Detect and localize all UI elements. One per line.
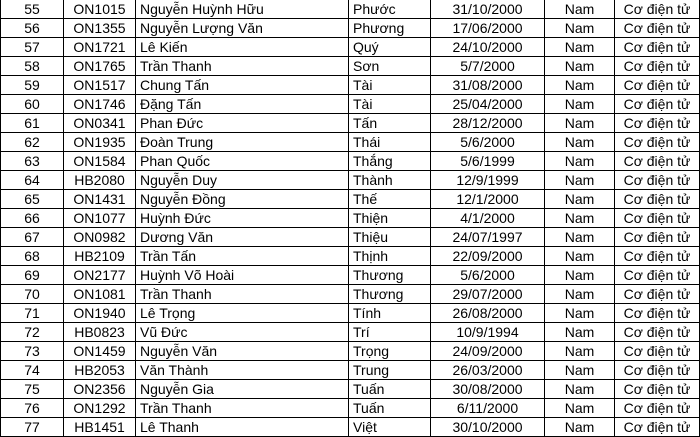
birth-date-cell: 5/7/2000	[431, 57, 545, 76]
surname-middle-cell: Trần Thanh	[136, 285, 349, 304]
gender-cell: Nam	[545, 361, 615, 380]
student-id-cell: HB1451	[64, 418, 136, 437]
birth-date-cell: 5/6/2000	[431, 133, 545, 152]
birth-date-cell: 31/10/2000	[431, 0, 545, 19]
surname-middle-cell: Phan Đức	[136, 114, 349, 133]
major-cell: Cơ điện tử	[615, 418, 700, 437]
gender-cell: Nam	[545, 418, 615, 437]
surname-middle-cell: Trần Tấn	[136, 247, 349, 266]
student-id-cell: ON0982	[64, 228, 136, 247]
surname-middle-cell: Huỳnh Võ Hoài	[136, 266, 349, 285]
surname-middle-cell: Đặng Tấn	[136, 95, 349, 114]
birth-date-cell: 28/12/2000	[431, 114, 545, 133]
birth-date-cell: 6/11/2000	[431, 399, 545, 418]
row-number-cell: 69	[1, 266, 64, 285]
given-name-cell: Tài	[349, 95, 431, 114]
given-name-cell: Sơn	[349, 57, 431, 76]
gender-cell: Nam	[545, 190, 615, 209]
table-row	[1, 418, 700, 437]
table-row	[1, 114, 700, 133]
table-row	[1, 247, 700, 266]
student-id-cell: HB2109	[64, 247, 136, 266]
major-cell: Cơ điện tử	[615, 380, 700, 399]
surname-middle-cell: Đoàn Trung	[136, 133, 349, 152]
given-name-cell: Trí	[349, 323, 431, 342]
table-row	[1, 304, 700, 323]
row-number-cell: 76	[1, 399, 64, 418]
gender-cell: Nam	[545, 342, 615, 361]
table-row	[1, 0, 700, 19]
given-name-cell: Phước	[349, 0, 431, 19]
birth-date-cell: 24/07/1997	[431, 228, 545, 247]
table-row	[1, 133, 700, 152]
row-number-cell: 67	[1, 228, 64, 247]
major-cell: Cơ điện tử	[615, 209, 700, 228]
table-row	[1, 171, 700, 190]
table-row	[1, 57, 700, 76]
major-cell: Cơ điện tử	[615, 171, 700, 190]
student-id-cell: ON1015	[64, 0, 136, 19]
gender-cell: Nam	[545, 114, 615, 133]
surname-middle-cell: Nguyễn Gia	[136, 380, 349, 399]
birth-date-cell: 30/08/2000	[431, 380, 545, 399]
student-id-cell: ON1765	[64, 57, 136, 76]
row-number-cell: 58	[1, 57, 64, 76]
surname-middle-cell: Trần Thanh	[136, 399, 349, 418]
student-id-cell: ON1584	[64, 152, 136, 171]
table-row	[1, 152, 700, 171]
major-cell: Cơ điện tử	[615, 19, 700, 38]
row-number-cell: 66	[1, 209, 64, 228]
table-row	[1, 38, 700, 57]
surname-middle-cell: Huỳnh Đức	[136, 209, 349, 228]
gender-cell: Nam	[545, 0, 615, 19]
student-id-cell: ON1940	[64, 304, 136, 323]
row-number-cell: 74	[1, 361, 64, 380]
table-row	[1, 342, 700, 361]
birth-date-cell: 12/9/1999	[431, 171, 545, 190]
major-cell: Cơ điện tử	[615, 247, 700, 266]
gender-cell: Nam	[545, 228, 615, 247]
given-name-cell: Trọng	[349, 342, 431, 361]
row-number-cell: 60	[1, 95, 64, 114]
gender-cell: Nam	[545, 133, 615, 152]
surname-middle-cell: Trần Thanh	[136, 57, 349, 76]
student-id-cell: HB0823	[64, 323, 136, 342]
table-row	[1, 399, 700, 418]
major-cell: Cơ điện tử	[615, 285, 700, 304]
birth-date-cell: 5/6/2000	[431, 266, 545, 285]
student-id-cell: ON1431	[64, 190, 136, 209]
birth-date-cell: 22/09/2000	[431, 247, 545, 266]
gender-cell: Nam	[545, 152, 615, 171]
gender-cell: Nam	[545, 266, 615, 285]
given-name-cell: Quý	[349, 38, 431, 57]
surname-middle-cell: Nguyễn Văn	[136, 342, 349, 361]
gender-cell: Nam	[545, 399, 615, 418]
table-row	[1, 95, 700, 114]
row-number-cell: 55	[1, 0, 64, 19]
student-id-cell: ON1935	[64, 133, 136, 152]
surname-middle-cell: Phan Quốc	[136, 152, 349, 171]
row-number-cell: 71	[1, 304, 64, 323]
student-id-cell: ON1081	[64, 285, 136, 304]
row-number-cell: 72	[1, 323, 64, 342]
major-cell: Cơ điện tử	[615, 361, 700, 380]
table-row	[1, 190, 700, 209]
row-number-cell: 70	[1, 285, 64, 304]
given-name-cell: Thái	[349, 133, 431, 152]
given-name-cell: Thiệu	[349, 228, 431, 247]
birth-date-cell: 12/1/2000	[431, 190, 545, 209]
row-number-cell: 57	[1, 38, 64, 57]
surname-middle-cell: Nguyễn Đồng	[136, 190, 349, 209]
gender-cell: Nam	[545, 57, 615, 76]
gender-cell: Nam	[545, 304, 615, 323]
surname-middle-cell: Dương Văn	[136, 228, 349, 247]
surname-middle-cell: Lê Trọng	[136, 304, 349, 323]
given-name-cell: Thành	[349, 171, 431, 190]
row-number-cell: 68	[1, 247, 64, 266]
given-name-cell: Thương	[349, 266, 431, 285]
gender-cell: Nam	[545, 76, 615, 95]
surname-middle-cell: Lê Kiến	[136, 38, 349, 57]
row-number-cell: 73	[1, 342, 64, 361]
table-row	[1, 209, 700, 228]
surname-middle-cell: Chung Tấn	[136, 76, 349, 95]
birth-date-cell: 25/04/2000	[431, 95, 545, 114]
table-row	[1, 361, 700, 380]
birth-date-cell: 26/03/2000	[431, 361, 545, 380]
given-name-cell: Phương	[349, 19, 431, 38]
given-name-cell: Thịnh	[349, 247, 431, 266]
major-cell: Cơ điện tử	[615, 76, 700, 95]
given-name-cell: Tấn	[349, 114, 431, 133]
given-name-cell: Tính	[349, 304, 431, 323]
gender-cell: Nam	[545, 323, 615, 342]
table-row	[1, 266, 700, 285]
given-name-cell: Thắng	[349, 152, 431, 171]
major-cell: Cơ điện tử	[615, 399, 700, 418]
student-id-cell: ON1746	[64, 95, 136, 114]
surname-middle-cell: Nguyễn Duy	[136, 171, 349, 190]
birth-date-cell: 4/1/2000	[431, 209, 545, 228]
gender-cell: Nam	[545, 171, 615, 190]
student-id-cell: HB2053	[64, 361, 136, 380]
row-number-cell: 59	[1, 76, 64, 95]
row-number-cell: 75	[1, 380, 64, 399]
given-name-cell: Tuấn	[349, 399, 431, 418]
given-name-cell: Trung	[349, 361, 431, 380]
major-cell: Cơ điện tử	[615, 133, 700, 152]
student-id-cell: ON2356	[64, 380, 136, 399]
row-number-cell: 61	[1, 114, 64, 133]
given-name-cell: Thế	[349, 190, 431, 209]
surname-middle-cell: Nguyễn Huỳnh Hữu	[136, 0, 349, 19]
birth-date-cell: 10/9/1994	[431, 323, 545, 342]
birth-date-cell: 29/07/2000	[431, 285, 545, 304]
major-cell: Cơ điện tử	[615, 38, 700, 57]
row-number-cell: 64	[1, 171, 64, 190]
given-name-cell: Việt	[349, 418, 431, 437]
major-cell: Cơ điện tử	[615, 323, 700, 342]
surname-middle-cell: Văn Thành	[136, 361, 349, 380]
major-cell: Cơ điện tử	[615, 95, 700, 114]
gender-cell: Nam	[545, 38, 615, 57]
gender-cell: Nam	[545, 247, 615, 266]
student-id-cell: HB2080	[64, 171, 136, 190]
given-name-cell: Thiện	[349, 209, 431, 228]
birth-date-cell: 30/10/2000	[431, 418, 545, 437]
student-id-cell: ON1517	[64, 76, 136, 95]
table-row	[1, 285, 700, 304]
gender-cell: Nam	[545, 19, 615, 38]
gender-cell: Nam	[545, 209, 615, 228]
major-cell: Cơ điện tử	[615, 228, 700, 247]
table-row	[1, 76, 700, 95]
major-cell: Cơ điện tử	[615, 0, 700, 19]
birth-date-cell: 24/09/2000	[431, 342, 545, 361]
given-name-cell: Thương	[349, 285, 431, 304]
major-cell: Cơ điện tử	[615, 342, 700, 361]
major-cell: Cơ điện tử	[615, 266, 700, 285]
major-cell: Cơ điện tử	[615, 152, 700, 171]
student-id-cell: ON1459	[64, 342, 136, 361]
table-row	[1, 380, 700, 399]
student-id-cell: ON1721	[64, 38, 136, 57]
table-row	[1, 228, 700, 247]
major-cell: Cơ điện tử	[615, 190, 700, 209]
table-row	[1, 323, 700, 342]
row-number-cell: 65	[1, 190, 64, 209]
row-number-cell: 63	[1, 152, 64, 171]
student-id-cell: ON1355	[64, 19, 136, 38]
gender-cell: Nam	[545, 285, 615, 304]
birth-date-cell: 17/06/2000	[431, 19, 545, 38]
surname-middle-cell: Lê Thanh	[136, 418, 349, 437]
birth-date-cell: 24/10/2000	[431, 38, 545, 57]
row-number-cell: 77	[1, 418, 64, 437]
major-cell: Cơ điện tử	[615, 114, 700, 133]
table-body	[1, 0, 700, 437]
birth-date-cell: 26/08/2000	[431, 304, 545, 323]
surname-middle-cell: Nguyễn Lượng Văn	[136, 19, 349, 38]
student-id-cell: ON1292	[64, 399, 136, 418]
table-row	[1, 19, 700, 38]
gender-cell: Nam	[545, 380, 615, 399]
row-number-cell: 56	[1, 19, 64, 38]
given-name-cell: Tuấn	[349, 380, 431, 399]
surname-middle-cell: Vũ Đức	[136, 323, 349, 342]
row-number-cell: 62	[1, 133, 64, 152]
given-name-cell: Tài	[349, 76, 431, 95]
student-id-cell: ON0341	[64, 114, 136, 133]
gender-cell: Nam	[545, 95, 615, 114]
student-id-cell: ON1077	[64, 209, 136, 228]
major-cell: Cơ điện tử	[615, 57, 700, 76]
major-cell: Cơ điện tử	[615, 304, 700, 323]
birth-date-cell: 31/08/2000	[431, 76, 545, 95]
birth-date-cell: 5/6/1999	[431, 152, 545, 171]
student-id-cell: ON2177	[64, 266, 136, 285]
